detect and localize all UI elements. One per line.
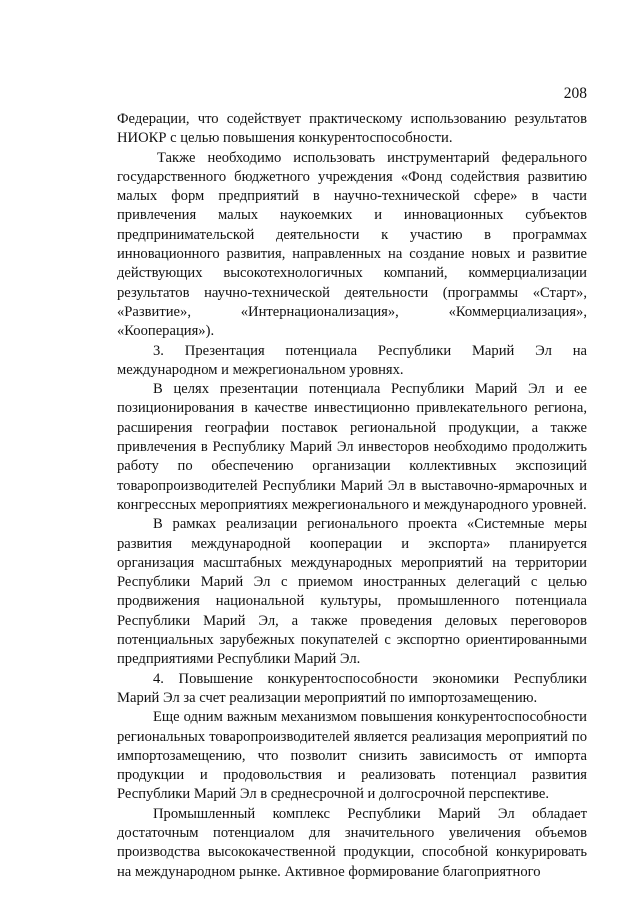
paragraph-fund-support: Также необходимо использовать инструментарий федерального государственного бюджетного учреждения «Фонд содействия развитию малых форм предприятий в научно-технической сфере» в части привлечения малых наукоемких и инновационных субъектов предпринимательской деятельности к участию в программах инновационного развития, направленных на создание новых и развитие действующих высокотехнологичных компаний, коммерциализации результатов научно-технической деятельности (программы «Старт», «Развитие», «Интернационализация», «Коммерциализация», «Кооперация»). bbox=[117, 149, 587, 340]
paragraph-presentation: В целях презентации потенциала Республики Марий Эл и ее позиционирования в качестве инвестиционно привлекательного региона, расширения географии поставок региональной продукции, а также привлечения в Республику Марий Эл инвесторов необходимо продолжить работу по обеспечению организации коллективных экспозиций товаропроизводителей Республики Марий Эл в выставочно-ярмарочных и конгрессных мероприятиях межрегионального и международного уровней. bbox=[117, 381, 587, 513]
document-body bbox=[117, 110, 587, 882]
paragraph-industrial-complex: Промышленный комплекс Республики Марий Эл обладает достаточным потенциалом для значительного увеличения объемов производства высококачественной продукции, способной конкурировать на международном рынке. Активное формирование благоприятного bbox=[117, 805, 587, 880]
paragraph-regional-project: В рамках реализации регионального проекта «Системные меры развития международной кооперации и экспорта» планируется организация масштабных международных мероприятий на территории Республики Марий Эл с приемом иностранных делегаций с целью продвижения национальной культуры, промышленного потенциала Республики Марий Эл, а также проведения деловых переговоров потенциальных зарубежных покупателей с экспортно ориентированными предприятиями Республики Марий Эл. bbox=[117, 516, 587, 668]
paragraph-continuation: Федерации, что содействует практическому использованию результатов НИОКР с целью повышения конкурентоспособности. bbox=[117, 111, 587, 147]
section-heading-presentation: 3. Презентация потенциала Республики Марий Эл на международном и межрегиональном уровнях. bbox=[117, 342, 587, 378]
page-number: 208 bbox=[563, 85, 587, 102]
paragraph-import-substitution: Еще одним важным механизмом повышения конкурентоспособности региональных товаропроизводителей является реализация мероприятий по импортозамещению, что позволит снизить зависимость от импорта продукции и продовольствия и реализовать потенциал развития Республики Марий Эл в среднесрочной и долгосрочной перспективе. bbox=[117, 709, 587, 803]
section-heading-import-substitution: 4. Повышение конкурентоспособности экономики Республики Марий Эл за счет реализации мероприятий по импортозамещению. bbox=[117, 670, 587, 706]
